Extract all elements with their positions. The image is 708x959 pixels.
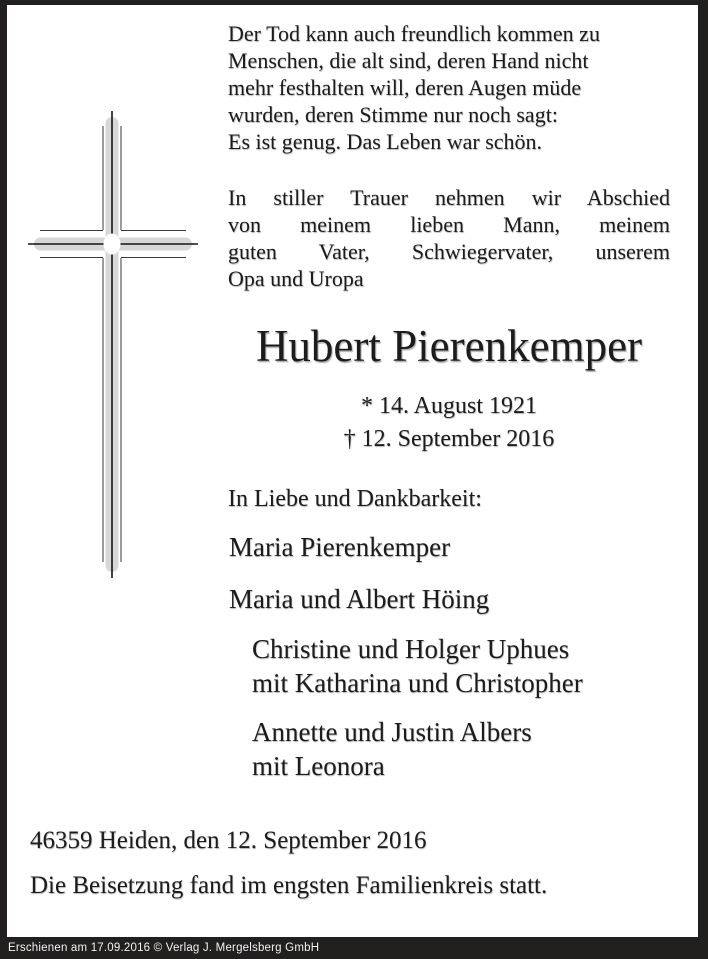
mourner-line: Christine und Holger Uphues	[252, 634, 570, 664]
memorial-verse	[228, 20, 670, 155]
deceased-name: Hubert Pierenkemper	[255, 321, 643, 371]
mourner-line: Maria Pierenkemper	[229, 532, 451, 562]
announcement-line: Opa und Uropa	[228, 266, 364, 291]
verse-line: wurden, deren Stimme nur noch sagt:	[228, 102, 558, 127]
publisher-text: Erschienen am 17.09.2016 © Verlag J. Mergelsberg GmbH	[8, 942, 320, 954]
funeral-note-line: Die Beisetzung fand im engsten Familienkreis statt.	[30, 872, 548, 899]
place-date-line: 46359 Heiden, den 12. September 2016	[30, 827, 427, 854]
birth-date-line: * 14. August 1921	[360, 393, 537, 419]
life-dates	[228, 390, 670, 456]
verse-line: mehr festhalten will, deren Augen müde	[228, 75, 582, 100]
mourner-line: Annette und Justin Albers	[252, 717, 532, 747]
announcement-line: guten Vater, Schwiegervater, unserem	[228, 239, 670, 264]
mourner-line: Maria und Albert Höing	[229, 584, 490, 614]
cross-icon	[0, 0, 220, 600]
verse-line: Der Tod kann auch freundlich kommen zu	[228, 21, 600, 46]
announcement-line: von meinem lieben Mann, meinem	[228, 212, 670, 237]
farewell-line: In Liebe und Dankbarkeit:	[228, 486, 482, 512]
announcement-line: In stiller Trauer nehmen wir Abschied	[228, 185, 670, 210]
mourner-line: mit Katharina und Christopher	[252, 668, 583, 698]
verse-line: Es ist genug. Das Leben war schön.	[228, 129, 543, 154]
mourner-line: mit Leonora	[252, 751, 385, 781]
publisher-footer	[0, 937, 708, 959]
verse-line: Menschen, die alt sind, deren Hand nicht	[228, 48, 589, 73]
death-date-line: † 12. September 2016	[343, 426, 555, 452]
announcement-text	[228, 184, 670, 292]
